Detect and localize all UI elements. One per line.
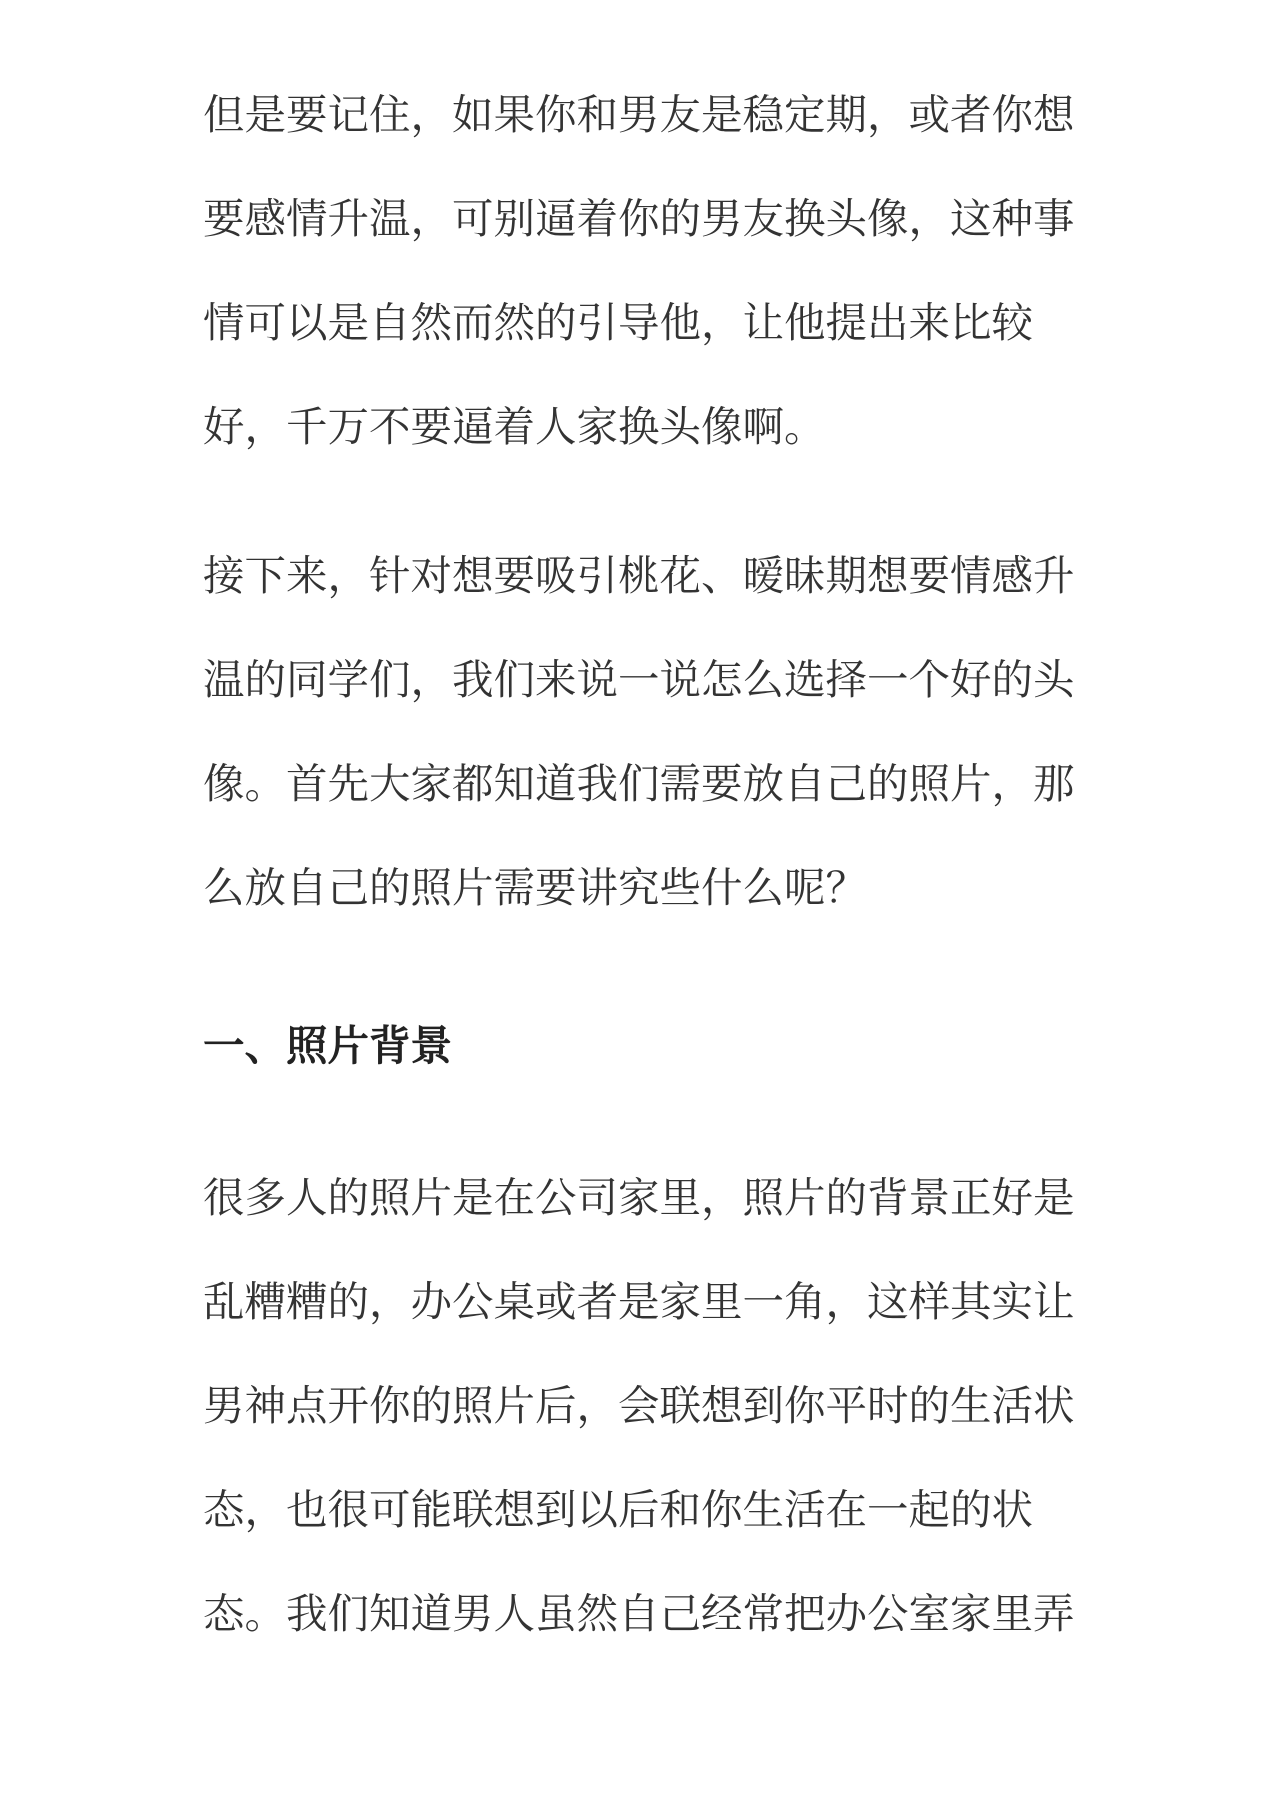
paragraph-line: 很多人的照片是在公司家里，照片的背景正好是 xyxy=(203,1173,1075,1222)
paragraph-line: 温的同学们，我们来说一说怎么选择一个好的头 xyxy=(203,655,1075,704)
section-heading: 一、照片背景 xyxy=(203,1021,453,1070)
paragraph-line: 男神点开你的照片后，会联想到你平时的生活状 xyxy=(203,1381,1075,1430)
paragraph-line: 么放自己的照片需要讲究些什么呢？ xyxy=(203,863,868,912)
paragraph-line: 情可以是自然而然的引导他，让他提出来比较 xyxy=(203,298,1034,347)
paragraph-line: 态，也很可能联想到以后和你生活在一起的状 xyxy=(203,1485,1034,1534)
paragraph-line: 但是要记住，如果你和男友是稳定期，或者你想 xyxy=(203,90,1075,139)
paragraph-1 xyxy=(203,63,1083,479)
paragraph-line: 好，千万不要逼着人家换头像啊。 xyxy=(203,402,826,451)
article-body xyxy=(203,63,1083,1711)
paragraph-line: 态。我们知道男人虽然自己经常把办公室家里弄 xyxy=(203,1589,1075,1638)
paragraph-line: 像。首先大家都知道我们需要放自己的照片，那 xyxy=(203,759,1075,808)
paragraph-line: 乱糟糟的，办公桌或者是家里一角，这样其实让 xyxy=(203,1277,1075,1326)
paragraph-2 xyxy=(203,524,1083,940)
paragraph-3 xyxy=(203,1146,1083,1666)
paragraph-line: 接下来，针对想要吸引桃花、暧昧期想要情感升 xyxy=(203,551,1075,600)
paragraph-line: 要感情升温，可别逼着你的男友换头像，这种事 xyxy=(203,194,1075,243)
